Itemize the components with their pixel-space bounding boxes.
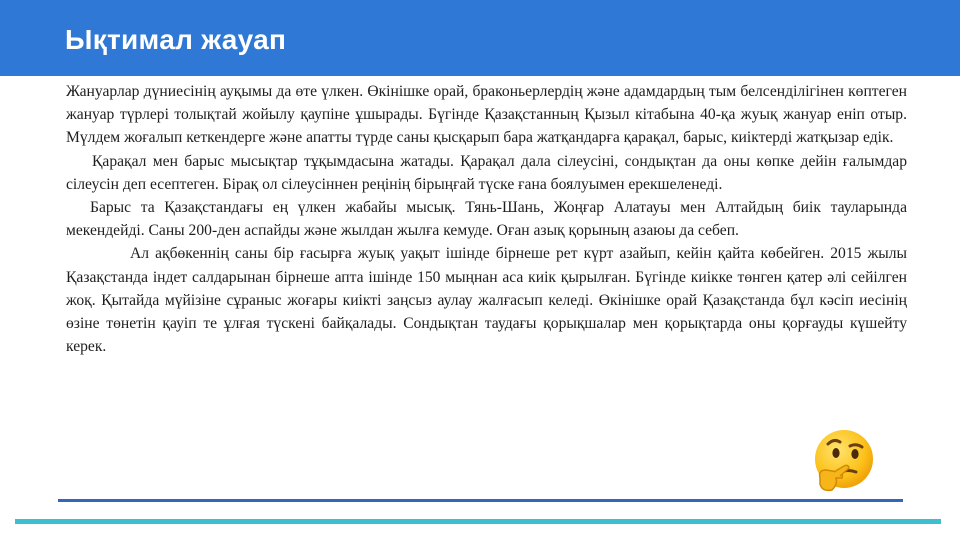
body-text <box>66 80 907 358</box>
divider-line-cyan <box>15 519 941 524</box>
slide-title: Ықтимал жауап <box>65 24 287 55</box>
paragraph-3: Барыс та Қазақстандағы ең үлкен жабайы мысық. Тянь-Шань, Жоңғар Алатауы мен Алтайдың биік тауларында мекендейді. Саны 200-ден аспайды және жылдан жылға кемуде. Оған азық қорының азаюы да себеп. <box>66 199 907 240</box>
divider-line-blue <box>58 499 903 502</box>
header-bar <box>0 0 960 76</box>
thinking-face-icon <box>806 426 878 498</box>
paragraph-1: Жануарлар дүниесінің ауқымы да өте үлкен. Өкінішке орай, браконьерлердің және адамдардың тым белсенділігінен көптеген жануар түрлері толықтай жойылу қаупіне ұшырады. Бүгінде Қазақстанның Қызыл кітабына 40-қа жуық жануар еніп отыр. Мүлдем жоғалып кеткендерге және апатты түрде саны қысқарып бара жатқандарға қарақал, барыс, киіктерді жатқызар едік. <box>66 83 907 147</box>
paragraph-2: Қарақал мен барыс мысықтар тұқымдасына жатады. Қарақал дала сілеусіні, сондықтан да оны көпке дейін ғалымдар сілеусін деп есептеген. Бірақ ол сілеусіннен реңінің бірыңғай түске ғана боялуымен ерекшеленеді. <box>66 152 907 193</box>
paragraph-4: Ал ақбөкеннің саны бір ғасырға жуық уақыт ішінде бірнеше рет күрт азайып, кейін қайта көбейген. 2015 жылы Қазақстанда індет салдарынан бірнеше апта ішінде 150 мыңнан аса киік қырылған. Бүгінде киікке төнген қатер әлі сейілген жоқ. Қытайда мүйізіне сұраныс жоғары киікті заңсыз аулау жалғасып келеді. Өкінішке орай Қазақстанда бұл кәсіп иесінің өзіне төнетін қауіп те ұлғая түскені байқалады. Сондықтан таудағы қорықшалар мен қорықтарда оны қорғауды күшейту керек. <box>66 245 907 356</box>
